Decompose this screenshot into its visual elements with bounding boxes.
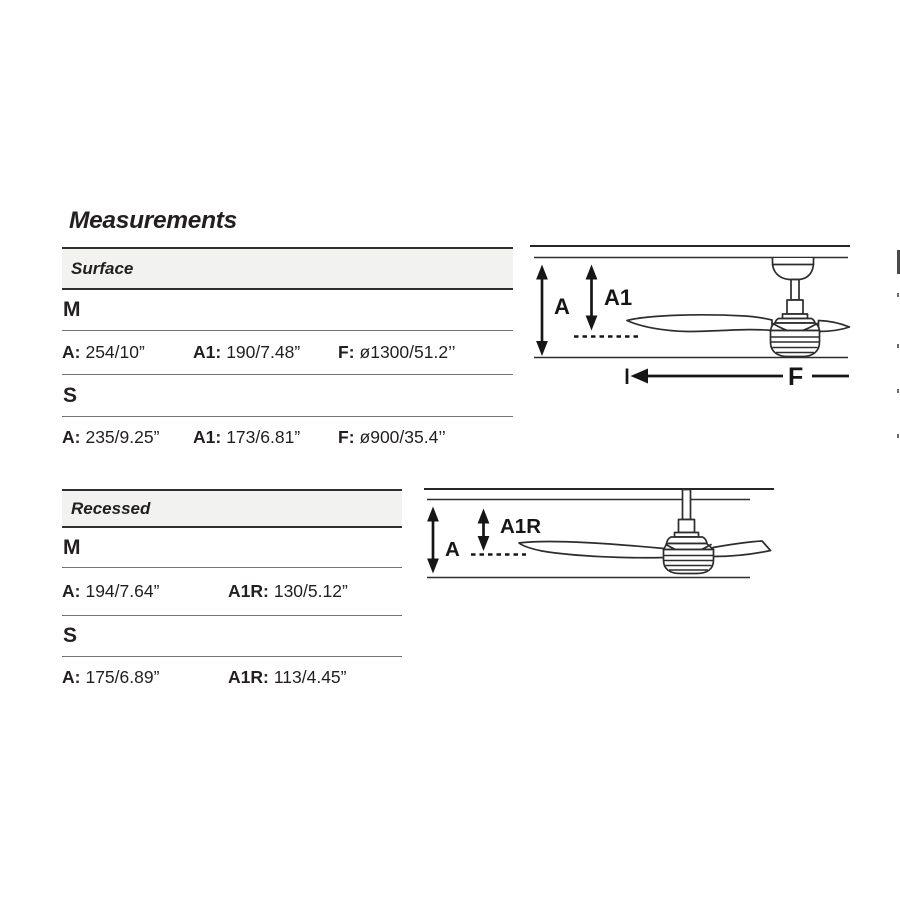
size-label: M xyxy=(63,535,81,559)
surface-fan-diagram xyxy=(528,238,858,396)
dimension-a1r xyxy=(228,667,402,688)
recessed-header-label: Recessed xyxy=(71,498,151,518)
dimension-a1-label: A1 xyxy=(604,285,633,310)
left-blade xyxy=(519,542,664,558)
recessed-size-s-row xyxy=(62,616,402,657)
dimension-a1 xyxy=(193,427,338,448)
recessed-fan-diagram xyxy=(418,478,790,603)
right-blade xyxy=(713,541,771,557)
surface-measurements-table xyxy=(62,247,513,457)
rod-coupler xyxy=(787,300,803,314)
dimension-label: A: xyxy=(62,666,81,687)
motor-bell xyxy=(667,537,708,544)
ceiling-fan-side-view xyxy=(627,258,850,357)
recessed-s-values-row xyxy=(62,657,402,697)
dimension-a xyxy=(62,427,193,448)
surface-table-header xyxy=(62,247,513,290)
dimension-value: ø900/35.4’’ xyxy=(359,426,446,447)
dimension-value: 113/4.45” xyxy=(273,666,347,687)
arrow-down-icon xyxy=(427,559,439,574)
dimension-a xyxy=(62,581,228,602)
arrow-down-icon xyxy=(478,536,490,551)
recessed-table-header xyxy=(62,489,402,528)
dimension-a xyxy=(62,667,228,688)
canopy xyxy=(773,258,814,280)
dimension-a1r xyxy=(228,581,402,602)
dimension-label: A1: xyxy=(193,342,222,362)
dimension-label: A: xyxy=(62,342,81,362)
arrow-down-icon xyxy=(586,316,598,331)
dimension-value: ø1300/51.2’’ xyxy=(359,342,456,362)
dimension-value: 173/6.81” xyxy=(226,426,301,447)
dimension-arrow-a xyxy=(427,507,460,574)
left-blade xyxy=(627,315,772,332)
dimension-label: F: xyxy=(338,426,355,447)
downrod xyxy=(791,280,799,301)
downrod xyxy=(683,490,691,520)
dimension-value: 254/10” xyxy=(85,342,145,362)
recessed-size-m-row xyxy=(62,528,402,568)
dimension-arrow-a1 xyxy=(586,265,633,331)
recessed-measurements-table xyxy=(62,489,402,697)
dimension-label: A1: xyxy=(193,426,222,447)
dimension-a xyxy=(62,342,193,363)
size-label: M xyxy=(63,298,81,321)
dimension-label: A: xyxy=(62,581,81,601)
dimension-a1r-label: A1R xyxy=(500,515,542,538)
arrow-left-icon xyxy=(631,369,649,384)
arrow-down-icon xyxy=(536,341,548,356)
rod-coupler xyxy=(679,520,695,533)
surface-size-m-row xyxy=(62,290,513,331)
size-label: S xyxy=(63,383,78,407)
dimension-label: A1R: xyxy=(228,581,269,601)
dimension-arrow-a xyxy=(536,265,570,357)
dimension-value: 190/7.48” xyxy=(226,342,301,362)
ceiling-fan-side-view xyxy=(519,490,771,574)
recessed-m-values-row xyxy=(62,568,402,616)
surface-s-values-row xyxy=(62,417,513,457)
dimension-f-label: F xyxy=(788,363,804,391)
dimension-f xyxy=(338,427,513,448)
dimension-value: 175/6.89” xyxy=(85,666,160,687)
right-blade xyxy=(819,321,850,332)
dimension-a-label: A xyxy=(445,538,460,561)
dimension-label: F: xyxy=(338,342,355,362)
dimension-a-label: A xyxy=(554,294,570,319)
edge-artifact xyxy=(897,434,899,438)
edge-artifact xyxy=(897,389,899,393)
edge-artifact xyxy=(897,344,899,348)
surface-size-s-row xyxy=(62,375,513,417)
surface-m-values-row xyxy=(62,331,513,375)
surface-header-label: Surface xyxy=(71,258,134,278)
dimension-value: 235/9.25” xyxy=(85,426,160,447)
dimension-a1 xyxy=(193,342,338,363)
edge-artifact xyxy=(897,293,899,297)
dimension-label: A: xyxy=(62,426,81,447)
dimension-value: 130/5.12” xyxy=(273,581,348,601)
dimension-value: 194/7.64” xyxy=(85,581,160,601)
page-title: Measurements xyxy=(69,207,237,234)
dimension-arrow-f xyxy=(627,363,849,391)
dimension-f xyxy=(338,342,513,363)
size-label: S xyxy=(63,624,78,647)
dimension-label: A1R: xyxy=(228,666,269,687)
